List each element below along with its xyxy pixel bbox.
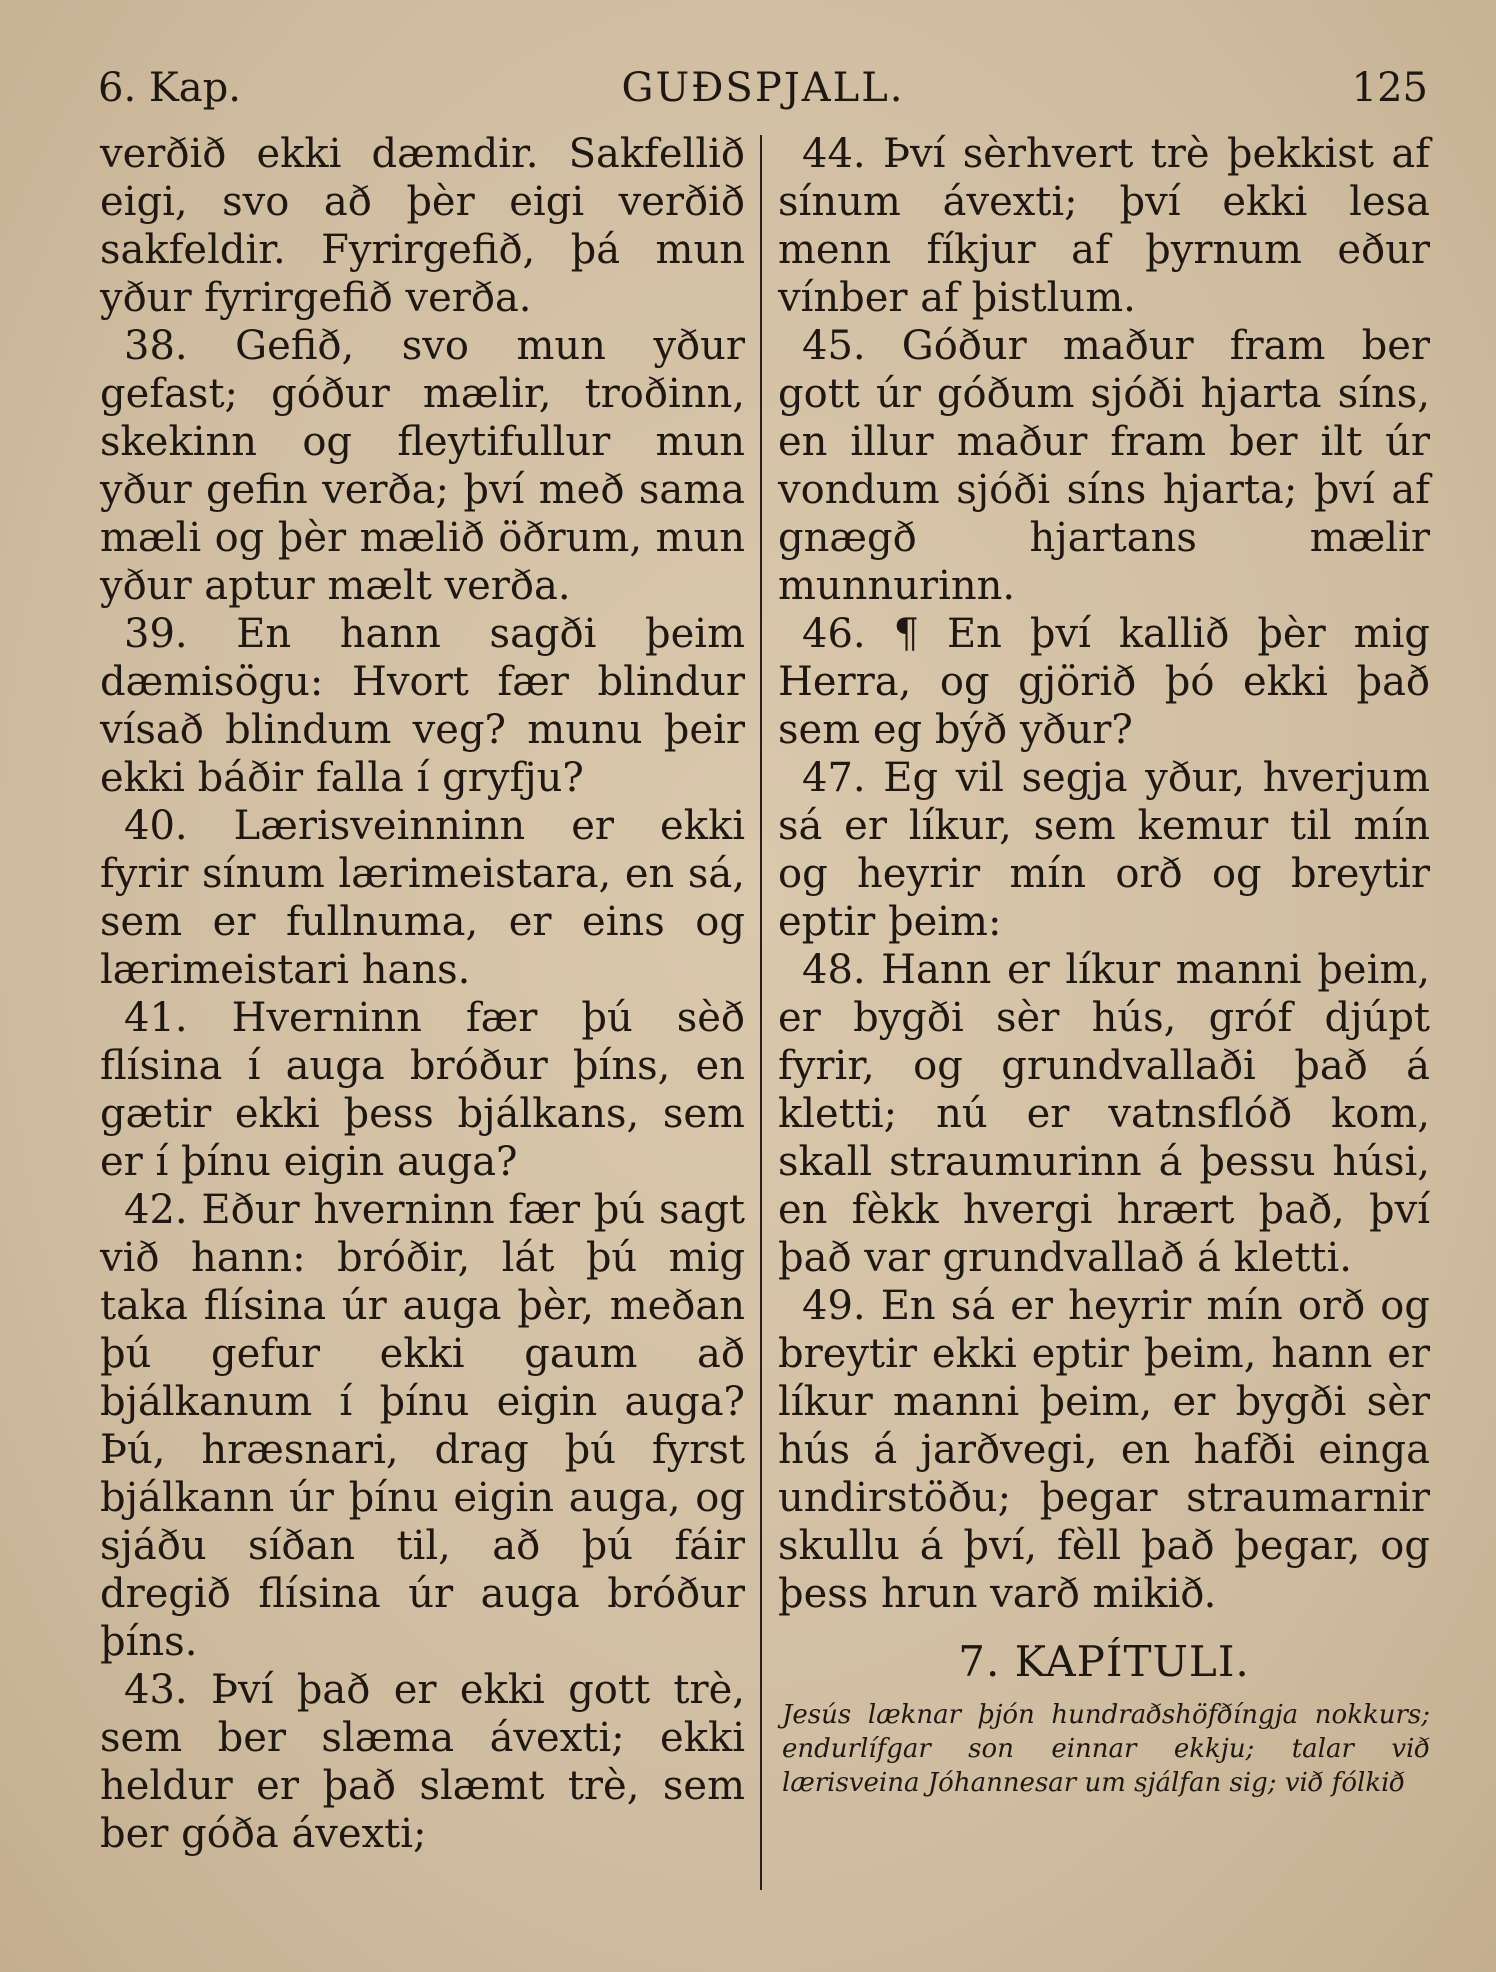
chapter-summary: Jesús læknar þjón hundraðshöfðíngja nokkurs; endurlífgar son einnar ekkju; talar við lærisveina Jóhannesar um sjálfan sig; við fólkið <box>782 1700 1430 1798</box>
left-column <box>100 130 745 1858</box>
verse-37-continued: verðið ekki dæmdir. Sakfellið eigi, svo að þèr eigi verðið sakfeldir. Fyrirgefið, þá mun yður fyrirgefið verða. <box>100 131 745 321</box>
verse-49: 49. En sá er heyrir mín orð og breytir ekki eptir þeim, hann er líkur manni þeim, er bygði sèr hús á jarðvegi, en hafði einga undirstöðu; þegar straumarnir skullu á því, fèll það þegar, og þess hrun varð mikið. <box>778 1283 1430 1617</box>
verse-43: 43. Því það er ekki gott trè, sem ber slæma ávexti; ekki heldur er það slæmt trè, sem ber góða ávexti; <box>100 1667 745 1857</box>
verse-48: 48. Hann er líkur manni þeim, er bygði sèr hús, gróf djúpt fyrir, og grundvallaði það á kletti; nú er vatnsflóð kom, skall straumurinn á þessu húsi, en fèkk hvergi hrært það, því það var grundvallað á kletti. <box>778 947 1430 1281</box>
column-divider <box>760 135 762 1890</box>
chapter-label: 6. Kap. <box>98 65 241 111</box>
chapter-heading: 7. KAPÍTULI. <box>958 1637 1250 1686</box>
verse-40: 40. Lærisveinninn er ekki fyrir sínum lærimeistara, en sá, sem er fullnuma, er eins og lærimeistari hans. <box>100 803 745 993</box>
verse-39: 39. En hann sagði þeim dæmisögu: Hvort fær blindur vísað blindum veg? munu þeir ekki báðir falla í gryfju? <box>100 611 745 801</box>
book-title: GUÐSPJALL. <box>621 65 905 111</box>
verse-42: 42. Eður hverninn fær þú sagt við hann: bróðir, lát þú mig taka flísina úr auga þèr, meðan þú gefur ekki gaum að bjálkanum í þínu eigin auga? Þú, hræsnari, drag þú fyrst bjálkann úr þínu eigin auga, og sjáðu síðan til, að þú fáir dregið flísina úr auga bróður þíns. <box>100 1187 745 1665</box>
running-header <box>98 58 1428 118</box>
verse-41: 41. Hverninn fær þú sèð flísina í auga bróður þíns, en gætir ekki þess bjálkans, sem er í þínu eigin auga? <box>100 995 745 1185</box>
verse-38: 38. Gefið, svo mun yður gefast; góður mælir, troðinn, skekinn og fleytifullur mun yður gefin verða; því með sama mæli og þèr mælið öðrum, mun yður aptur mælt verða. <box>100 323 745 609</box>
verse-46: 46. ¶ En því kallið þèr mig Herra, og gjörið þó ekki það sem eg býð yður? <box>778 611 1430 753</box>
verse-47: 47. Eg vil segja yður, hverjum sá er líkur, sem kemur til mín og heyrir mín orð og breytir eptir þeim: <box>778 755 1430 945</box>
page-number: 125 <box>1351 65 1428 111</box>
right-column <box>778 130 1430 1800</box>
verse-44: 44. Því sèrhvert trè þekkist af sínum ávexti; því ekki lesa menn fíkjur af þyrnum eður vínber af þistlum. <box>778 131 1430 321</box>
verse-45: 45. Góður maður fram ber gott úr góðum sjóði hjarta síns, en illur maður fram ber ilt úr vondum sjóði síns hjarta; því af gnægð hjartans mælir munnurinn. <box>778 323 1430 609</box>
